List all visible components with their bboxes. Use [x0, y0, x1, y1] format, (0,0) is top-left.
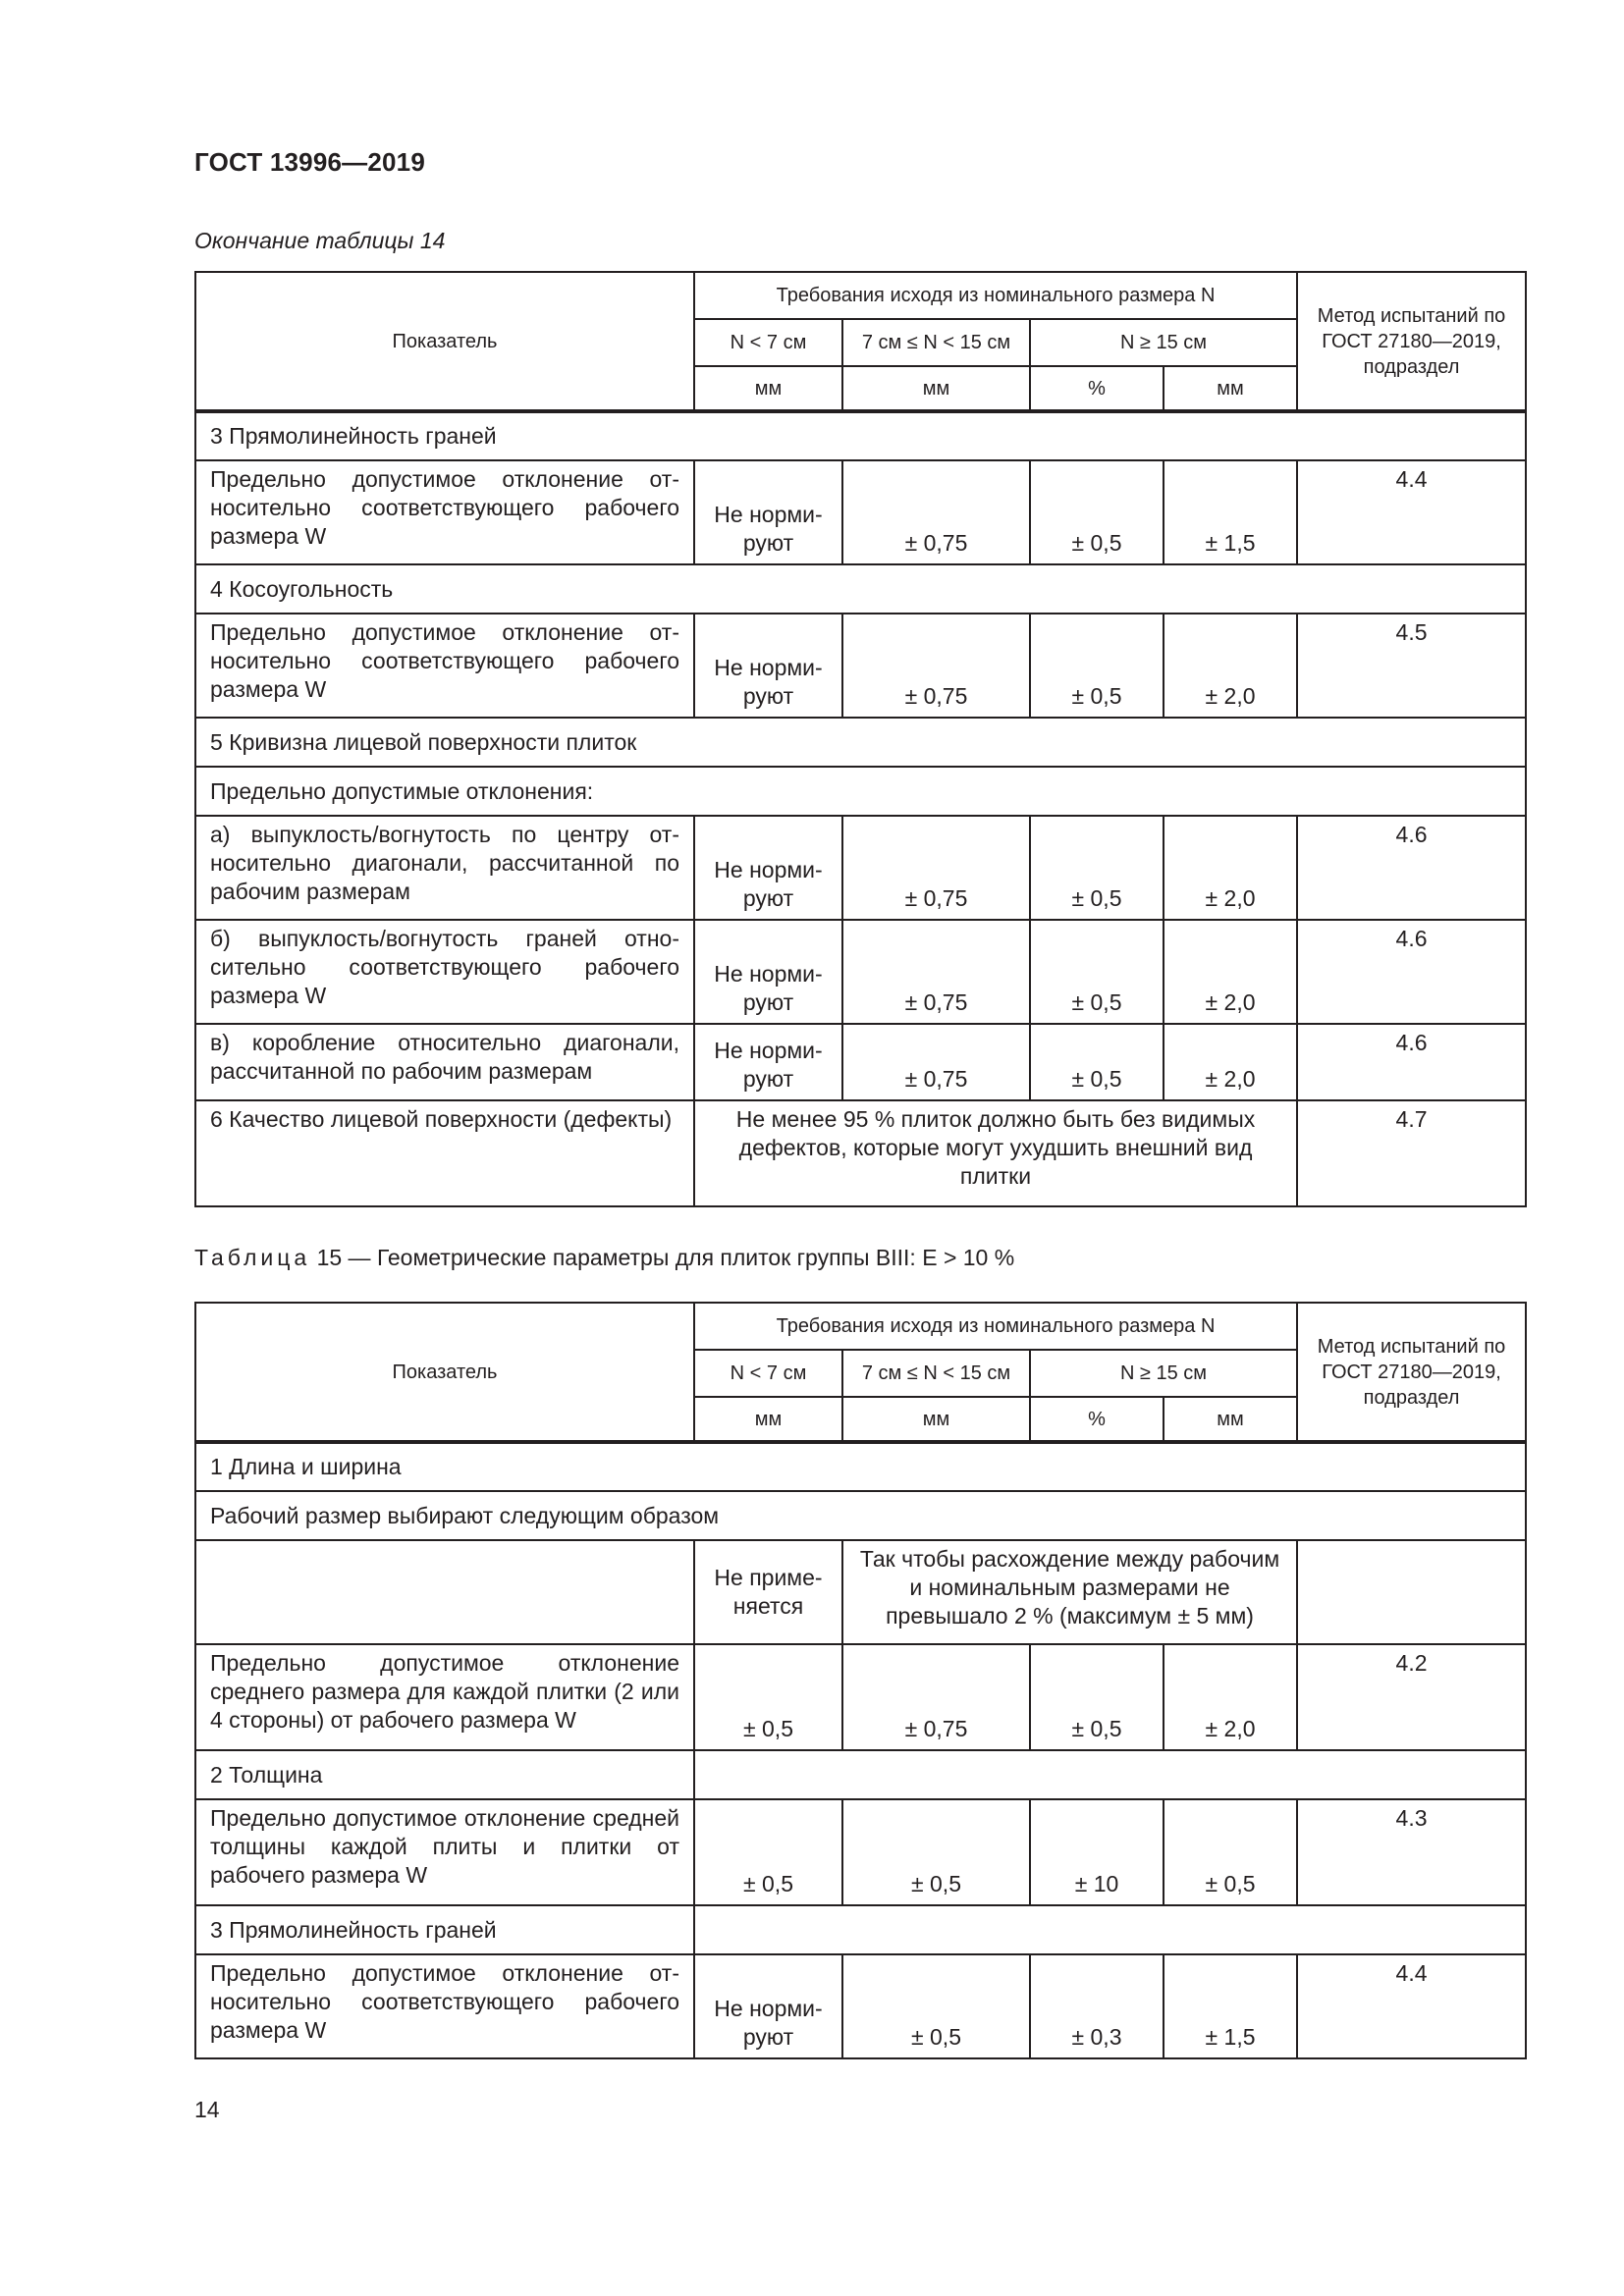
section-label: 3 Прямолинейность граней — [195, 1905, 694, 1954]
indicator-description: Предельно допустимое отклонение среднего размера для каждой плитки (2 или 4 стороны) от рабочего размера W — [195, 1644, 694, 1750]
section-label: 2 Толщина — [195, 1750, 694, 1799]
indicator-description: Предельно допустимое отклонение средней толщины каждой плиты и плитки от рабочего размера W — [195, 1799, 694, 1905]
value-7-15: ± 0,75 — [842, 1644, 1030, 1750]
table-row — [195, 1100, 1526, 1206]
method-subsection: 4.6 — [1297, 1024, 1526, 1100]
method-subsection: 4.7 — [1297, 1100, 1526, 1206]
table-row — [195, 1799, 1526, 1905]
value-lt7: Не применяется — [694, 1540, 842, 1644]
header-unit: мм — [1164, 366, 1297, 411]
indicator-description: Предельно допустимое отклонение относительно соответствующего рабочего размера W — [195, 460, 694, 564]
value-ge15-percent: ± 0,3 — [1030, 1954, 1164, 2058]
header-range-lt7: N < 7 см — [694, 1350, 842, 1397]
table-row — [195, 1024, 1526, 1100]
indicator-description: 6 Качество лицевой поверхности (дефекты) — [195, 1100, 694, 1206]
value-ge15-percent: ± 10 — [1030, 1799, 1164, 1905]
header-range-ge15: N ≥ 15 см — [1030, 1350, 1297, 1397]
section-label: Рабочий размер выбирают следующим образом — [195, 1491, 1526, 1540]
header-range-7-15: 7 см ≤ N < 15 см — [842, 319, 1030, 366]
indicator-description: б) выпуклость/вогнутость граней относительно соответствующего рабочего размера W — [195, 920, 694, 1024]
value-ge15-mm: ± 2,0 — [1164, 1644, 1297, 1750]
table-row — [195, 1540, 1526, 1644]
value-ge15-mm: ± 2,0 — [1164, 614, 1297, 718]
value-ge15-percent: ± 0,5 — [1030, 1644, 1164, 1750]
value-ge15-percent: ± 0,5 — [1030, 920, 1164, 1024]
header-unit: % — [1030, 1397, 1164, 1442]
value-lt7: Не нормируют — [694, 614, 842, 718]
value-lt7: Не нормируют — [694, 460, 842, 564]
indicator-description: а) выпуклость/вогнутость по центру относительно диагонали, рассчитанной по рабочим размерам — [195, 816, 694, 920]
section-label: 3 Прямолинейность граней — [195, 411, 1526, 460]
table-row — [195, 564, 1526, 614]
table15-caption — [194, 1245, 1014, 1271]
section-label: Предельно допустимые отклонения: — [195, 767, 1526, 816]
value-ge15-mm: ± 2,0 — [1164, 816, 1297, 920]
table-row — [195, 1905, 1526, 1954]
header-method: Метод испытаний по ГОСТ 27180—2019, подраздел — [1297, 1303, 1526, 1442]
header-unit: мм — [1164, 1397, 1297, 1442]
section-label: 1 Длина и ширина — [195, 1442, 1526, 1491]
indicator-description: в) коробление относительно диагонали, рассчитанной по рабочим размерам — [195, 1024, 694, 1100]
header-unit: мм — [694, 1397, 842, 1442]
method-subsection: 4.5 — [1297, 614, 1526, 718]
table-row — [195, 920, 1526, 1024]
empty-cell — [694, 1905, 1526, 1954]
value-ge15-mm: ± 0,5 — [1164, 1799, 1297, 1905]
header-indicator: Показатель — [195, 272, 694, 411]
value-ge15-percent: ± 0,5 — [1030, 614, 1164, 718]
table-row — [195, 816, 1526, 920]
value-ge15-mm: ± 2,0 — [1164, 920, 1297, 1024]
value-ge15-percent: ± 0,5 — [1030, 460, 1164, 564]
header-unit: мм — [842, 1397, 1030, 1442]
table-row — [195, 1954, 1526, 2058]
table-row — [195, 767, 1526, 816]
value-ge15-percent: ± 0,5 — [1030, 816, 1164, 920]
indicator-description: Предельно допустимое отклонение относительно соответствующего рабочего размера W — [195, 1954, 694, 2058]
value-lt7: Не нормируют — [694, 816, 842, 920]
method-subsection: 4.4 — [1297, 1954, 1526, 2058]
table-15 — [194, 1302, 1527, 2059]
header-requirements: Требования исходя из номинального размера N — [694, 272, 1297, 319]
header-indicator: Показатель — [195, 1303, 694, 1442]
value-7-15: ± 0,75 — [842, 614, 1030, 718]
value-lt7: Не нормируют — [694, 1024, 842, 1100]
table-row — [195, 1750, 1526, 1799]
section-label: 5 Кривизна лицевой поверхности плиток — [195, 718, 1526, 767]
value-ge15-mm: ± 1,5 — [1164, 1954, 1297, 2058]
merged-requirement: Так чтобы расхождение между рабочим и номинальным размерами не превышало 2 % (максимум ± 5 мм) — [842, 1540, 1297, 1644]
method-subsection: 4.3 — [1297, 1799, 1526, 1905]
header-unit: % — [1030, 366, 1164, 411]
header-range-ge15: N ≥ 15 см — [1030, 319, 1297, 366]
value-lt7: Не нормируют — [694, 920, 842, 1024]
value-ge15-mm: ± 1,5 — [1164, 460, 1297, 564]
method-subsection: 4.6 — [1297, 816, 1526, 920]
document-code: ГОСТ 13996—2019 — [194, 147, 425, 177]
table15-caption-text: 15 — Геометрические параметры для плиток группы BIII: E > 10 % — [316, 1245, 1015, 1270]
table-row — [195, 411, 1526, 460]
table15-caption-prefix: Таблица — [194, 1245, 311, 1270]
value-lt7: Не нормируют — [694, 1954, 842, 2058]
header-range-lt7: N < 7 см — [694, 319, 842, 366]
indicator-description — [195, 1540, 694, 1644]
merged-requirement: Не менее 95 % плиток должно быть без видимых дефектов, которые могут ухудшить внешний вид плитки — [694, 1100, 1297, 1206]
header-method: Метод испытаний по ГОСТ 27180—2019, подраздел — [1297, 272, 1526, 411]
section-label: 4 Косоугольность — [195, 564, 1526, 614]
value-7-15: ± 0,75 — [842, 816, 1030, 920]
method-subsection — [1297, 1540, 1526, 1644]
table-row — [195, 614, 1526, 718]
value-7-15: ± 0,5 — [842, 1799, 1030, 1905]
method-subsection: 4.2 — [1297, 1644, 1526, 1750]
value-ge15-percent: ± 0,5 — [1030, 1024, 1164, 1100]
header-unit: мм — [694, 366, 842, 411]
table-row — [195, 1491, 1526, 1540]
table-row — [195, 460, 1526, 564]
table-row — [195, 1644, 1526, 1750]
value-ge15-mm: ± 2,0 — [1164, 1024, 1297, 1100]
method-subsection: 4.4 — [1297, 460, 1526, 564]
header-requirements: Требования исходя из номинального размера N — [694, 1303, 1297, 1350]
value-7-15: ± 0,75 — [842, 1024, 1030, 1100]
table-row — [195, 1442, 1526, 1491]
value-lt7: ± 0,5 — [694, 1799, 842, 1905]
table-row — [195, 718, 1526, 767]
empty-cell — [694, 1750, 1526, 1799]
method-subsection: 4.6 — [1297, 920, 1526, 1024]
value-7-15: ± 0,5 — [842, 1954, 1030, 2058]
value-7-15: ± 0,75 — [842, 460, 1030, 564]
header-unit: мм — [842, 366, 1030, 411]
header-range-7-15: 7 см ≤ N < 15 см — [842, 1350, 1030, 1397]
table14-caption: Окончание таблицы 14 — [194, 228, 446, 253]
page-number: 14 — [194, 2097, 220, 2122]
value-7-15: ± 0,75 — [842, 920, 1030, 1024]
value-lt7: ± 0,5 — [694, 1644, 842, 1750]
table-14 — [194, 271, 1527, 1207]
indicator-description: Предельно допустимое отклонение относительно соответствующего рабочего размера W — [195, 614, 694, 718]
